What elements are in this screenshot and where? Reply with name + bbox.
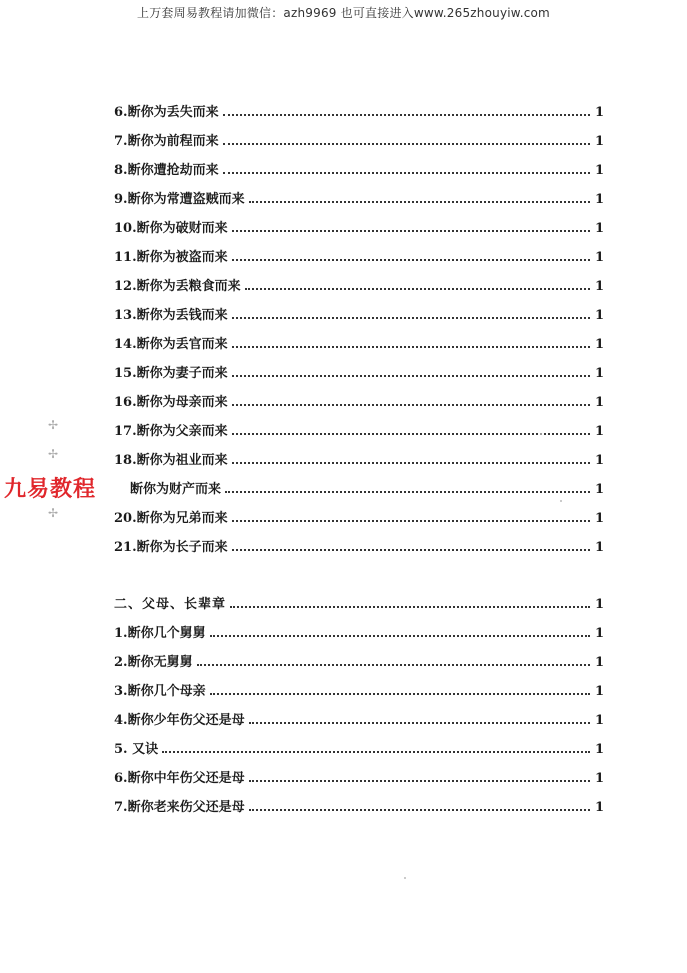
toc-entry-page: 1 [594,684,604,699]
dot-leader [232,462,590,464]
section-heading-page: 1 [594,597,604,612]
toc-entry-page: 1 [594,221,604,236]
toc-entry [114,793,604,815]
toc-entry-title: 2.断你无舅舅 [114,655,193,670]
dot-leader [223,143,590,145]
scan-speck [540,433,542,435]
toc-entry-title: 16.断你为母亲而来 [114,395,228,410]
toc-entry-title: 18.断你为祖业而来 [114,453,228,468]
toc-entry [114,272,604,294]
toc-entry-page: 1 [594,337,604,352]
toc-entry-title: 7.断你为前程而来 [114,134,219,149]
toc-entry-title: 3.断你几个母亲 [114,684,206,699]
dot-leader [232,346,590,348]
dot-leader [232,259,590,261]
toc-entry-page: 1 [594,163,604,178]
toc-entry [114,475,604,497]
toc-entry-page: 1 [594,482,604,497]
toc-entry [114,98,604,120]
toc-entry [114,243,604,265]
dot-leader [232,404,590,406]
dot-leader [223,172,590,174]
scan-mark-icon: ✢ [48,506,59,520]
dot-leader [232,230,590,232]
toc-entry [114,764,604,786]
toc-entry [114,677,604,699]
toc-entry-page: 1 [594,771,604,786]
page-header: 上万套周易教程请加微信：azh9969 也可直接进入www.265zhouyiw.com [137,6,550,20]
toc-entry [114,417,604,439]
dot-leader [225,491,590,493]
watermark-logo: 九易教程 [4,477,97,502]
toc-entry-title: 13.断你为丢钱而来 [114,308,228,323]
toc-entry-page: 1 [594,134,604,149]
scan-speck [560,500,562,502]
toc-entry-page: 1 [594,800,604,815]
dot-leader [210,635,590,637]
toc-entry-title: 断你为财产而来 [130,482,222,497]
toc-entry [114,156,604,178]
dot-leader [232,375,590,377]
toc-entry [114,504,604,526]
scan-speck [404,877,406,879]
toc-entry [114,359,604,381]
toc-entry-title: 20.断你为兄弟而来 [114,511,228,526]
dot-leader [232,433,590,435]
dot-leader [232,520,590,522]
toc-entry-page: 1 [594,366,604,381]
toc-entry-title: 1.断你几个舅舅 [114,626,206,641]
toc-entry [114,214,604,236]
section-heading [114,590,604,612]
toc-entry-title: 10.断你为破财而来 [114,221,228,236]
toc-entry-page: 1 [594,279,604,294]
toc-entry-title: 17.断你为父亲而来 [114,424,228,439]
toc-entry-title: 7.断你老来伤父还是母 [114,800,245,815]
toc-entry-page: 1 [594,105,604,120]
toc-entry-title: 6.断你为丢失而来 [114,105,219,120]
toc-entry [114,388,604,410]
scan-mark-icon: ✢ [48,418,59,432]
toc-entry [114,648,604,670]
dot-leader [249,201,590,203]
toc-entry [114,619,604,641]
toc-entry-page: 1 [594,626,604,641]
scan-mark-icon: ✢ [48,447,59,461]
toc-entry-page: 1 [594,395,604,410]
toc-entry [114,330,604,352]
toc-entry-page: 1 [594,742,604,757]
toc-entry-title: 9.断你为常遭盗贼而来 [114,192,245,207]
toc-entry-title: 8.断你遭抢劫而来 [114,163,219,178]
dot-leader [162,751,590,753]
toc-entry [114,533,604,555]
toc-entry-title: 12.断你为丢粮食而来 [114,279,241,294]
toc-entry [114,301,604,323]
toc-entry-page: 1 [594,453,604,468]
dot-leader [245,288,590,290]
dot-leader [232,549,590,551]
toc-entry-title: 15.断你为妻子而来 [114,366,228,381]
toc-entry-page: 1 [594,424,604,439]
toc-entry-title: 6.断你中年伤父还是母 [114,771,245,786]
toc-entry-title: 4.断你少年伤父还是母 [114,713,245,728]
toc-entry [114,735,604,757]
dot-leader [223,114,590,116]
toc-entry-page: 1 [594,250,604,265]
toc-entry [114,446,604,468]
toc-entry [114,127,604,149]
toc-entry-title: 11.断你为被盗而来 [114,250,228,265]
dot-leader [197,664,590,666]
toc-entry-title: 5. 又诀 [114,742,159,757]
toc-entry-page: 1 [594,713,604,728]
dot-leader [249,780,590,782]
toc-entry [114,185,604,207]
dot-leader [230,606,590,608]
dot-leader [210,693,590,695]
toc-entry-title: 21.断你为长子而来 [114,540,228,555]
toc-entry-page: 1 [594,655,604,670]
section-heading-title: 二、父母、长辈章 [114,597,227,612]
toc-entry-page: 1 [594,511,604,526]
dot-leader [232,317,590,319]
dot-leader [249,722,590,724]
toc-entry-page: 1 [594,192,604,207]
dot-leader [249,809,590,811]
toc-entry-title: 14.断你为丢官而来 [114,337,228,352]
toc-entry-page: 1 [594,308,604,323]
toc-entry-page: 1 [594,540,604,555]
toc-entry [114,706,604,728]
